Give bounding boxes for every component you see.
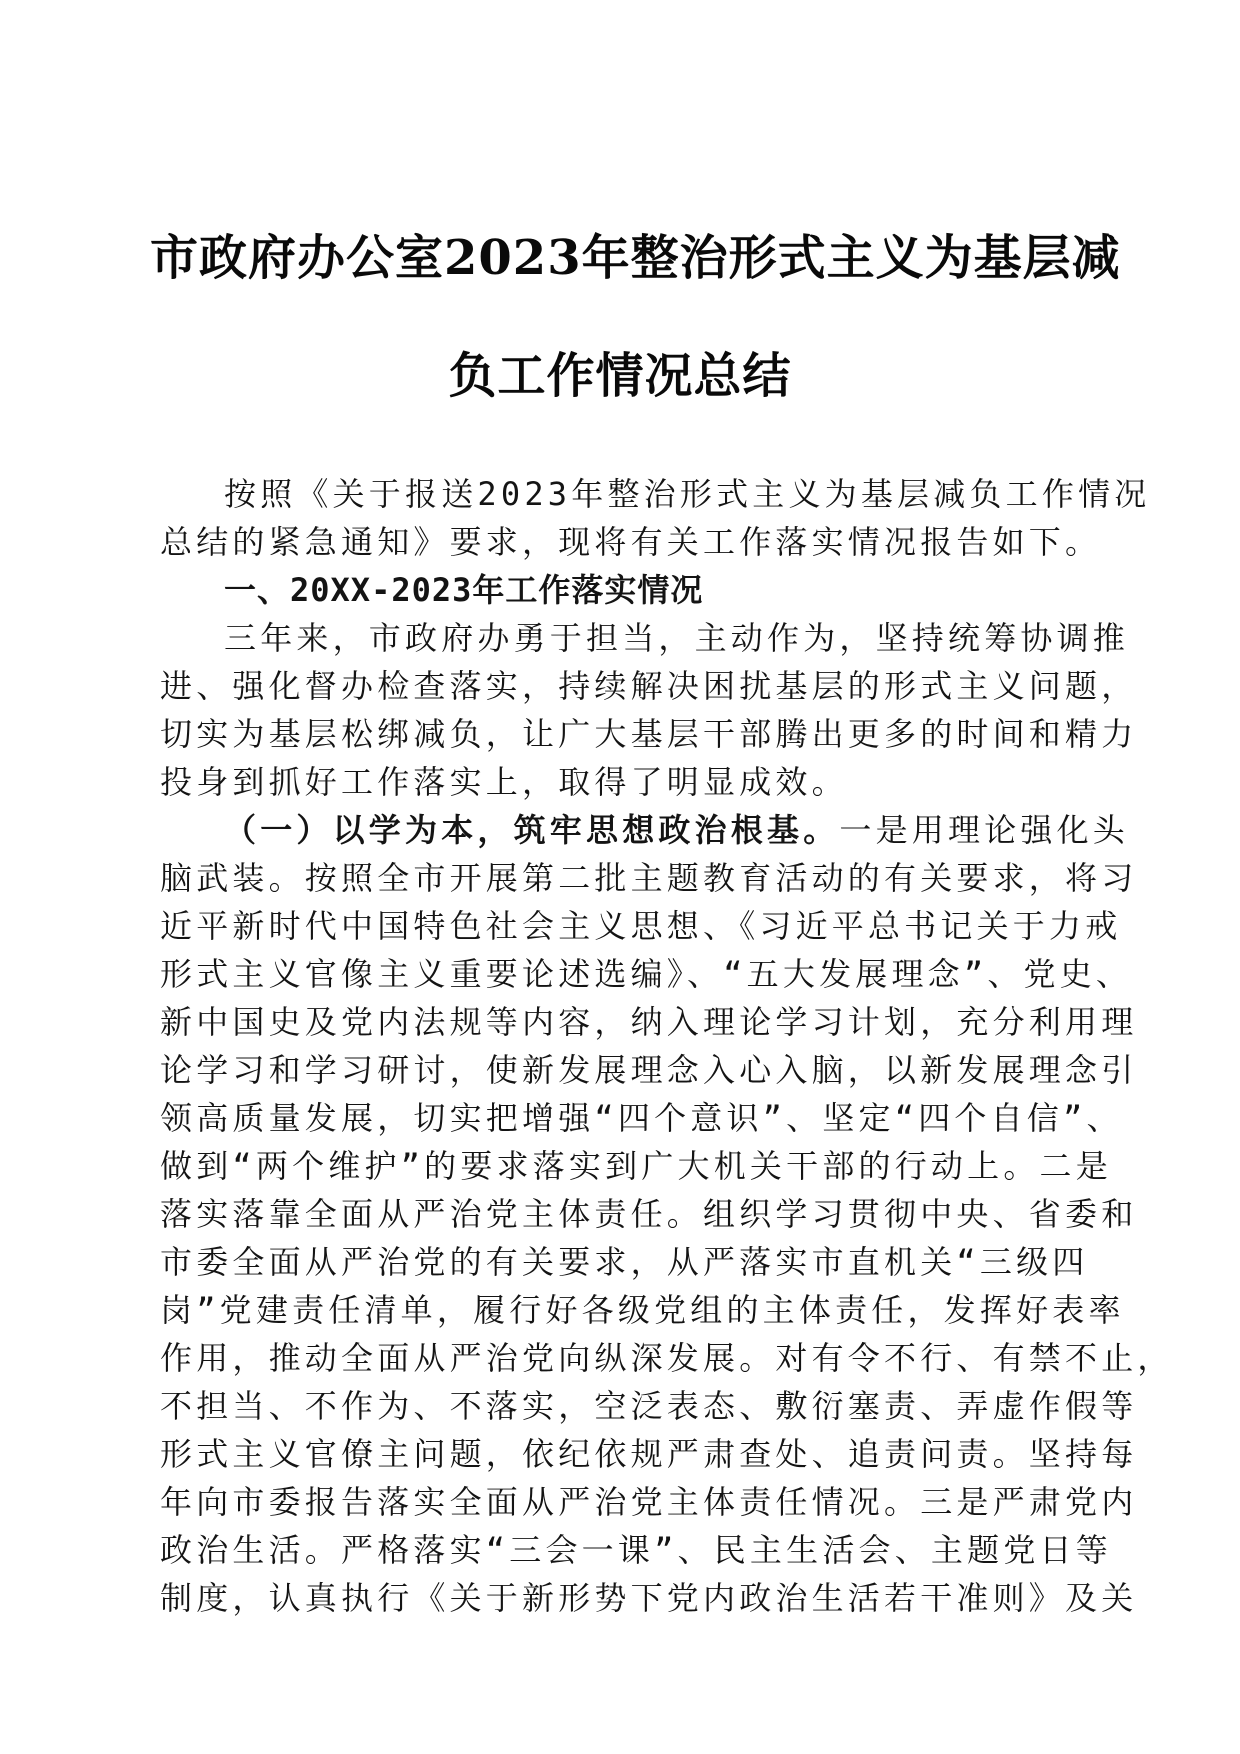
paragraph-overview-line-1: 三年来，市政府办勇于担当，主动作为，坚持统筹协调推	[224, 619, 1130, 657]
paragraph-study-line-5: 新中国史及党内法规等内容，纳入理论学习计划，充分利用理	[160, 1003, 1138, 1041]
document-title-line-1: 市政府办公室2023年整治形式主义为基层减	[150, 230, 1121, 286]
paragraph-study-line-7: 领高质量发展，切实把增强“四个意识”、坚定“四个自信”、	[160, 1099, 1123, 1137]
paragraph-study-line-1-text: 一是用理论强化头	[839, 811, 1130, 849]
section-heading-1: 一、20XX-2023年工作落实情况	[224, 571, 704, 609]
paragraph-study-line-12: 作用，推动全面从严治党向纵深发展。对有令不行、有禁不止，	[160, 1339, 1174, 1377]
paragraph-study-line-3: 近平新时代中国特色社会主义思想、《习近平总书记关于力戒	[160, 907, 1122, 945]
paragraph-study-line-13: 不担当、不作为、不落实，空泛表态、敷衍塞责、弄虚作假等	[160, 1387, 1138, 1425]
paragraph-study-line-6: 论学习和学习研讨，使新发展理念入心入脑，以新发展理念引	[160, 1051, 1138, 1089]
paragraph-study-line-16: 政治生活。严格落实“三会一课”、民主生活会、主题党日等	[160, 1531, 1112, 1569]
paragraph-overview-line-2: 进、强化督办检查落实，持续解决困扰基层的形式主义问题，	[160, 667, 1138, 705]
paragraph-study-line-8: 做到“两个维护”的要求落实到广大机关干部的行动上。二是	[160, 1147, 1112, 1185]
paragraph-intro-line-2: 总结的紧急通知》要求，现将有关工作落实情况报告如下。	[160, 523, 1102, 561]
paragraph-study-line-4: 形式主义官像主义重要论述选编》、“五大发展理念”、党史、	[160, 955, 1133, 993]
paragraph-study-line-15: 年向市委报告落实全面从严治党主体责任情况。三是严肃党内	[160, 1483, 1138, 1521]
paragraph-intro-line-1: 按照《关于报送2023年整治形式主义为基层减负工作情况	[224, 475, 1151, 513]
paragraph-study-line-9: 落实落靠全面从严治党主体责任。组织学习贯彻中央、省委和	[160, 1195, 1138, 1233]
paragraph-overview-line-4: 投身到抓好工作落实上，取得了明显成效。	[160, 763, 848, 801]
paragraph-study-line-1	[224, 812, 1129, 848]
subsection-heading-1: （一）以学为本，筑牢思想政治根基。	[224, 811, 840, 849]
paragraph-study-line-11: 岗”党建责任清单，履行好各级党组的主体责任，发挥好表率	[160, 1291, 1125, 1329]
paragraph-overview-line-3: 切实为基层松绑减负，让广大基层干部腾出更多的时间和精力	[160, 715, 1138, 753]
document-title-line-2: 负工作情况总结	[448, 348, 792, 404]
paragraph-study-line-2: 脑武装。按照全市开展第二批主题教育活动的有关要求，将习	[160, 859, 1138, 897]
paragraph-study-line-17: 制度，认真执行《关于新形势下党内政治生活若干准则》及关	[160, 1579, 1138, 1617]
paragraph-study-line-14: 形式主义官僚主问题，依纪依规严肃查处、追责问责。坚持每	[160, 1435, 1138, 1473]
paragraph-study-line-10: 市委全面从严治党的有关要求，从严落实市直机关“三级四	[160, 1243, 1089, 1281]
